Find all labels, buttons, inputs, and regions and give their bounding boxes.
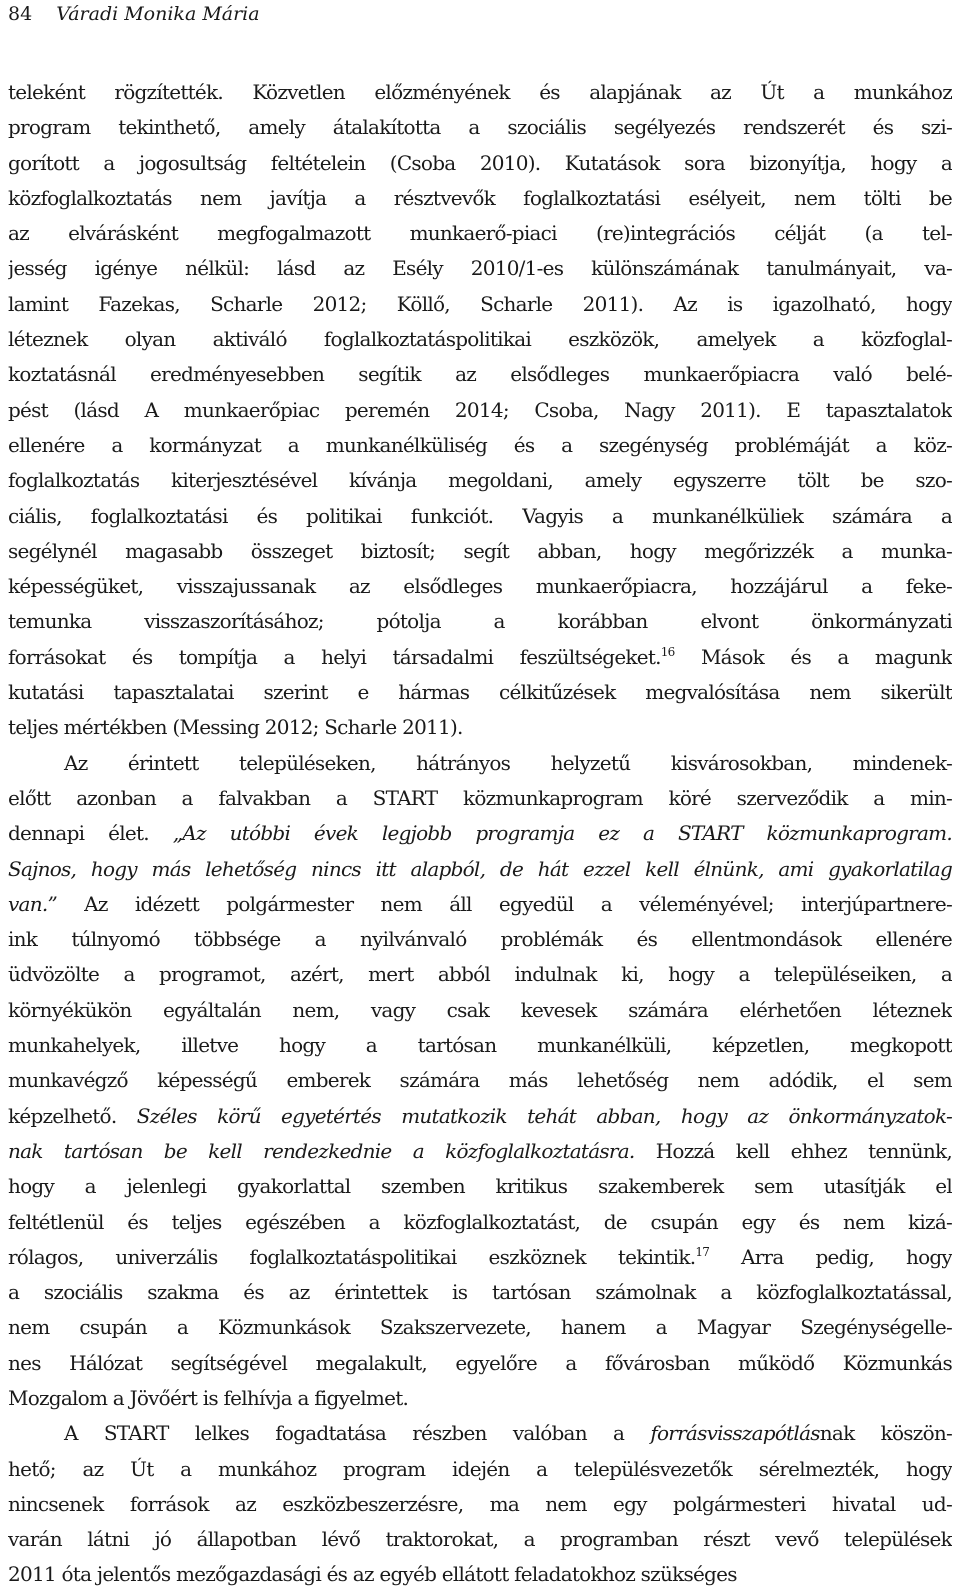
- body-text: [8, 75, 952, 1593]
- italic-run: „Az utóbbi évek legjobb programja ez a START közmunkaprogram.: [172, 821, 952, 846]
- text-line: [8, 1063, 952, 1098]
- text-line: [8, 1487, 952, 1522]
- text-run: Hozzá kell ehhez tennünk,: [634, 1138, 952, 1163]
- text-run: temunka visszaszorításához; pótolja a korábban elvont önkormányzati: [8, 609, 952, 634]
- text-run: pést (lásd A munkaerőpiac peremén 2014; Csoba, Nagy 2011). E tapasztalatok: [8, 397, 952, 422]
- text-run: lamint Fazekas, Scharle 2012; Köllő, Scharle 2011). Az is igazolható, hogy: [8, 291, 952, 316]
- text-line: [8, 993, 952, 1028]
- text-run: rólagos, univerzális foglalkoztatáspolitikai eszköznek tekintik.: [8, 1244, 696, 1269]
- text-line: [8, 428, 952, 463]
- text-run: hogy a jelenlegi gyakorlattal szemben kritikus szakemberek sem utasítják el: [8, 1174, 952, 1199]
- text-run: gorított a jogosultság feltételein (Csoba 2010). Kutatások sora bizonyítja, hogy a: [8, 150, 952, 175]
- italic-run: forrásvisszapótlás: [650, 1421, 820, 1446]
- text-line: [8, 569, 952, 604]
- text-run: ellenére a kormányzat a munkanélküliség és a szegénység problémáját a köz-: [8, 432, 952, 457]
- text-run: 2011 óta jelentős mezőgazdasági és az egyéb ellátott feladatokhoz szükséges: [8, 1562, 737, 1587]
- text-line: [8, 640, 952, 675]
- text-line: [8, 534, 952, 569]
- text-line: [8, 675, 952, 710]
- text-line: [8, 1557, 952, 1592]
- paragraph-p3: [8, 1416, 952, 1592]
- text-line: [8, 216, 952, 251]
- running-header: [8, 2, 952, 26]
- footnote-ref: 16: [660, 644, 675, 659]
- text-run: A START lelkes fogadtatása részben valóban a: [64, 1421, 651, 1446]
- text-run: üdvözölte a programot, azért, mert abból indulnak ki, hogy a településeiken, a: [8, 962, 952, 987]
- text-line: [8, 1028, 952, 1063]
- text-run: jesség igénye nélkül: lásd az Esély 2010/1-es különszámának tanulmányait, va-: [8, 256, 952, 281]
- italic-run: Széles körű egyetértés mutatkozik tehát abban, hogy az önkormányzatok-: [136, 1103, 952, 1128]
- text-line: [8, 1416, 952, 1451]
- text-run: Arra pedig, hogy: [709, 1244, 952, 1269]
- footnote-ref: 17: [695, 1244, 710, 1259]
- text-run: nak köszön-: [819, 1421, 952, 1446]
- text-run: kutatási tapasztalatai szerint e hármas célkitűzések megvalósítása nem sikerült: [8, 680, 952, 705]
- page-number: 84: [8, 3, 33, 25]
- text-run: ink túlnyomó többsége a nyilvánvaló problémák és ellentmondások ellenére: [8, 927, 952, 952]
- italic-run: van.”: [8, 891, 57, 916]
- text-run: varán látni jó állapotban lévő traktorokat, a programban részt vevő települések: [8, 1527, 952, 1552]
- text-line: [8, 1099, 952, 1134]
- running-author: Váradi Monika Mária: [56, 3, 260, 25]
- text-line: [8, 463, 952, 498]
- text-line: [8, 357, 952, 392]
- text-line: [8, 1240, 952, 1275]
- text-line: [8, 1134, 952, 1169]
- text-line: [8, 604, 952, 639]
- text-run: koztatásnál eredményesebben segítik az elsődleges munkaerőpiacra való belé-: [8, 362, 952, 387]
- text-line: [8, 1452, 952, 1487]
- text-run: dennapi élet.: [8, 821, 173, 846]
- paragraph-p1: [8, 75, 952, 746]
- text-run: Mások és a magunk: [674, 644, 952, 669]
- text-line: [8, 1205, 952, 1240]
- text-line: [8, 781, 952, 816]
- text-run: Az idézett polgármester nem áll egyedül a véleményével; interjúpartnere-: [56, 891, 952, 916]
- text-line: [8, 1310, 952, 1345]
- text-run: hető; az Út a munkához program idején a településvezetők sérelmezték, hogy: [8, 1456, 952, 1481]
- text-run: az elvárásként megfogalmazott munkaerő-piaci (re)integrációs célját (a tel-: [8, 221, 952, 246]
- text-line: [8, 1522, 952, 1557]
- text-run: nem csupán a Közmunkások Szakszervezete, hanem a Magyar Szegénységelle-: [8, 1315, 952, 1340]
- text-run: feltétlenül és teljes egészében a közfoglalkoztatást, de csupán egy és nem kizá-: [8, 1209, 952, 1234]
- text-line: [8, 746, 952, 781]
- text-run: teljes mértékben (Messing 2012; Scharle 2011).: [8, 715, 463, 740]
- text-run: Az érintett településeken, hátrányos helyzetű kisvárosokban, mindenek-: [64, 750, 952, 775]
- text-run: környékükön egyáltalán nem, vagy csak kevesek számára elérhetően léteznek: [8, 997, 952, 1022]
- paragraph-p2: [8, 746, 952, 1417]
- text-line: [8, 710, 952, 745]
- italic-run: Sajnos, hogy más lehetőség nincs itt alapból, de hát ezzel kell élnünk, ami gyakorlatilag: [8, 856, 952, 881]
- text-run: előtt azonban a falvakban a START közmunkaprogram köré szerveződik a min-: [8, 785, 952, 810]
- text-run: munkahelyek, illetve hogy a tartósan munkanélküli, képzetlen, megkopott: [8, 1033, 952, 1058]
- text-run: képzelhető.: [8, 1103, 137, 1128]
- text-run: közfoglalkoztatás nem javítja a résztvevők foglalkoztatási esélyeit, nem tölti be: [8, 185, 952, 210]
- text-run: munkavégző képességű emberek számára más lehetőség nem adódik, el sem: [8, 1068, 952, 1093]
- text-line: [8, 922, 952, 957]
- text-line: [8, 322, 952, 357]
- italic-run: nak tartósan be kell rendezkednie a közfoglalkoztatásra.: [8, 1138, 635, 1163]
- text-run: program tekinthető, amely átalakította a szociális segélyezés rendszerét és szi-: [8, 115, 952, 140]
- text-line: [8, 287, 952, 322]
- text-line: [8, 110, 952, 145]
- text-line: [8, 1381, 952, 1416]
- text-run: képességüket, visszajussanak az elsődleges munkaerőpiacra, hozzájárul a feke-: [8, 574, 952, 599]
- text-run: segélynél magasabb összeget biztosít; segít abban, hogy megőrizzék a munka-: [8, 538, 952, 563]
- text-line: [8, 181, 952, 216]
- text-run: Mozgalom a Jövőért is felhívja a figyelmet.: [8, 1385, 409, 1410]
- text-run: a szociális szakma és az érintettek is tartósan számolnak a közfoglalkoztatással,: [8, 1280, 952, 1305]
- text-line: [8, 393, 952, 428]
- text-run: teleként rögzítették. Közvetlen előzményének és alapjának az Út a munkához: [8, 80, 952, 104]
- text-line: [8, 75, 952, 110]
- text-line: [8, 957, 952, 992]
- text-run: forrásokat és tompítja a helyi társadalmi feszültségeket.: [8, 644, 661, 669]
- text-run: léteznek olyan aktiváló foglalkoztatáspolitikai eszközök, amelyek a közfoglal-: [8, 327, 952, 352]
- text-line: [8, 1346, 952, 1381]
- text-line: [8, 146, 952, 181]
- text-run: ciális, foglalkoztatási és politikai funkciót. Vagyis a munkanélküliek számára a: [8, 503, 952, 528]
- text-line: [8, 1275, 952, 1310]
- text-run: foglalkoztatás kiterjesztésével kívánja megoldani, amely egyszerre tölt be szo-: [8, 468, 952, 493]
- text-line: [8, 251, 952, 286]
- text-line: [8, 499, 952, 534]
- text-line: [8, 1169, 952, 1204]
- text-line: [8, 816, 952, 851]
- text-run: nes Hálózat segítségével megalakult, egyelőre a fővárosban működő Közmunkás: [8, 1350, 952, 1375]
- text-line: [8, 852, 952, 887]
- text-run: nincsenek források az eszközbeszerzésre, ma nem egy polgármesteri hivatal ud-: [8, 1491, 952, 1516]
- text-line: [8, 887, 952, 922]
